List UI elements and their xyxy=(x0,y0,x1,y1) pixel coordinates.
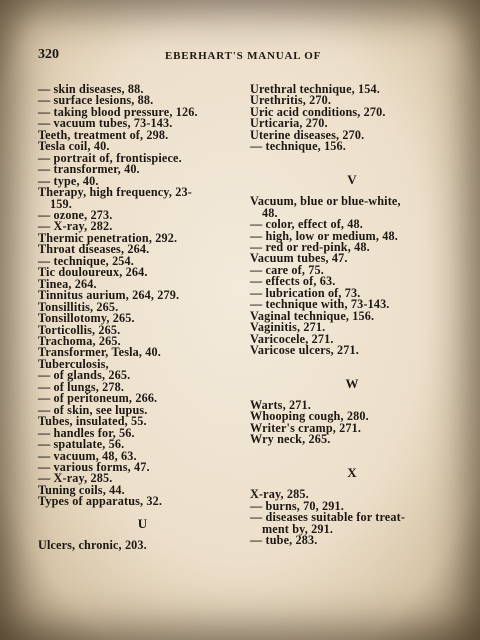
index-entry: — X-ray, 282. xyxy=(38,219,113,234)
index-entry: Ulcers, chronic, 203. xyxy=(38,537,147,552)
index-entry: — technique, 254. xyxy=(38,253,134,268)
index-entry: Vaginitis, 271. xyxy=(250,320,326,335)
index-entry: — high, low or medium, 48. xyxy=(250,228,398,243)
index-entry: — skin diseases, 88. xyxy=(38,82,144,96)
index-entry: Tinea, 264. xyxy=(38,276,97,291)
index-entry: — tube, 283. xyxy=(250,533,318,547)
index-entry: Vaginal technique, 156. xyxy=(250,308,375,323)
index-entry: Throat diseases, 264. xyxy=(38,242,150,257)
index-entry: Vacuum tubes, 47. xyxy=(250,251,348,266)
index-entry: Types of apparatus, 32. xyxy=(38,494,163,509)
index-entry: Warts, 271. xyxy=(250,397,311,412)
index-entry: — of peritoneum, 266. xyxy=(38,391,158,406)
index-entry: — effects of, 63. xyxy=(250,274,336,289)
index-entry: Varicocele, 271. xyxy=(250,331,334,346)
index-entry: Writer's cramp, 271. xyxy=(250,420,362,435)
index-entry: Tinnitus aurium, 264, 279. xyxy=(38,288,180,303)
index-entry: — portrait of, frontispiece. xyxy=(38,150,182,165)
index-entry: Transformer, Tesla, 40. xyxy=(38,345,161,360)
index-entry: Urethritis, 270. xyxy=(250,93,332,108)
index-entry: Uric acid conditions, 270. xyxy=(250,104,386,119)
section-letter: W xyxy=(345,375,360,391)
index-entry: — red or red-pink, 48. xyxy=(250,239,370,254)
index-column-left xyxy=(38,84,248,551)
index-entry: — of skin, see lupus. xyxy=(38,402,148,417)
index-entry: Teeth, treatment of, 298. xyxy=(38,127,169,142)
index-entry: Tesla coil, 40. xyxy=(38,139,110,154)
index-entry: — technique with, 73-143. xyxy=(250,297,390,312)
index-entry: X-ray, 285. xyxy=(250,487,309,502)
index-entry: — of lungs, 278. xyxy=(38,379,125,394)
index-entry: — diseases suitable for treat- xyxy=(250,510,406,525)
index-entry: — handles for, 56. xyxy=(38,425,135,440)
index-entry: — vacuum tubes, 73-143. xyxy=(38,116,173,131)
index-entry: — vacuum, 48, 63. xyxy=(38,448,137,463)
index-entry: Urethral technique, 154. xyxy=(250,82,380,96)
index-entry: — lubrication of, 73. xyxy=(250,285,361,300)
index-entry: Urticaria, 270. xyxy=(250,116,328,131)
running-head: EBERHART'S MANUAL OF xyxy=(165,50,322,62)
spacer xyxy=(250,446,455,457)
index-entry: Tuberculosis, xyxy=(38,356,109,371)
index-entry: Tubes, insulated, 55. xyxy=(38,414,147,429)
index-entry: Tonsillotomy, 265. xyxy=(38,311,135,326)
index-entry: Thermic penetration, 292. xyxy=(38,230,178,245)
index-entry: Vacuum, blue or blue-white, xyxy=(250,194,401,209)
spacer xyxy=(250,153,455,164)
index-entry: — various forms, 47. xyxy=(38,459,150,474)
index-entry: — ozone, 273. xyxy=(38,207,113,222)
index-entry: — spatulate, 56. xyxy=(38,437,125,452)
index-column-right xyxy=(250,84,455,546)
index-entry: — transformer, 40. xyxy=(38,162,140,177)
index-entry: Torticollis, 265. xyxy=(38,322,121,337)
index-entry: Whooping cough, 280. xyxy=(250,409,369,424)
index-entry: Trachoma, 265. xyxy=(38,333,121,348)
section-letter: X xyxy=(347,465,358,481)
index-entry: — surface lesions, 88. xyxy=(38,93,154,108)
index-entry: Wry neck, 265. xyxy=(250,432,331,447)
index-entry-continuation: ment by, 291. xyxy=(262,521,334,536)
index-entry-continuation: 48. xyxy=(262,205,278,220)
index-entry: — taking blood pressure, 126. xyxy=(38,104,198,119)
index-entry: Tic douloureux, 264. xyxy=(38,265,148,280)
index-entry: Varicose ulcers, 271. xyxy=(250,343,359,358)
index-entry: — color, effect of, 48. xyxy=(250,217,363,232)
index-entry: Tonsillitis, 265. xyxy=(38,299,119,314)
index-entry: — of glands, 265. xyxy=(38,368,131,383)
index-entry: — type, 40. xyxy=(38,173,99,188)
spacer xyxy=(250,357,455,368)
index-entry: — technique, 156. xyxy=(250,139,346,154)
index-entry: — X-ray, 285. xyxy=(38,471,113,486)
index-entry: Tuning coils, 44. xyxy=(38,482,125,497)
section-letter: U xyxy=(137,515,149,531)
index-entry: — burns, 70, 291. xyxy=(250,498,344,513)
index-entry: Uterine diseases, 270. xyxy=(250,127,365,142)
section-letter: V xyxy=(347,172,358,188)
index-entry: — care of, 75. xyxy=(250,262,324,277)
index-entry-continuation: 159. xyxy=(50,196,72,211)
index-entry: Therapy, high frequency, 23- xyxy=(38,185,192,200)
page-number: 320 xyxy=(38,47,59,62)
